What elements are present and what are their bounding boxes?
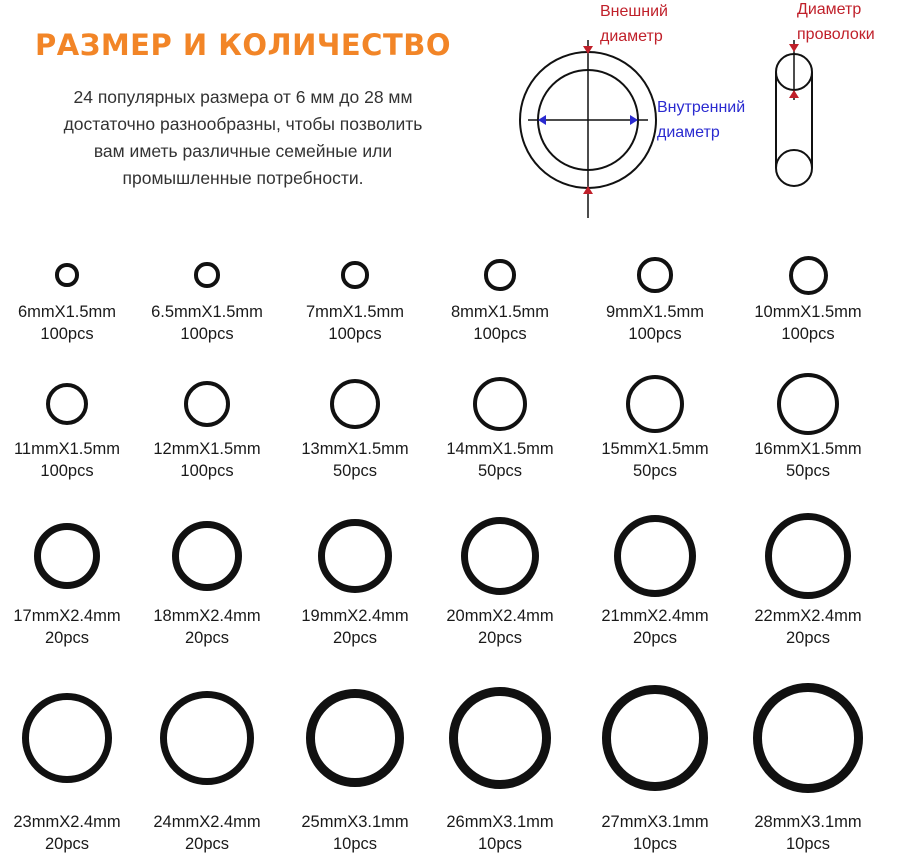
oring-icon (461, 517, 539, 595)
oring-icon (473, 377, 528, 432)
oring-icon (789, 256, 828, 295)
oring-size-label: 16mmX1.5mm (754, 440, 862, 458)
oring-size-label: 7mmX1.5mm (305, 303, 405, 321)
oring-icon (777, 373, 839, 435)
oring-quantity-label: 100pcs (473, 325, 527, 343)
wire-diameter-label-line2: проволоки (797, 26, 875, 43)
oring-quantity-label: 50pcs (632, 462, 678, 480)
inner-diameter-label-line1: Внутренний (657, 99, 746, 116)
oring-icon (160, 691, 254, 785)
oring-quantity-label: 10pcs (477, 835, 523, 853)
oring-size-label: 28mmX3.1mm (754, 813, 862, 831)
oring-quantity-label: 50pcs (477, 462, 523, 480)
oring-icon (172, 521, 242, 591)
oring-icon (753, 683, 862, 792)
oring-quantity-label: 100pcs (328, 325, 382, 343)
oring-quantity-label: 100pcs (40, 462, 94, 480)
description-text: 24 популярных размера от 6 мм до 28 мм достаточно разнообразны, чтобы позволить вам иметь различные семейные или промышленные потребности. (63, 87, 423, 188)
oring-quantity-label: 50pcs (332, 462, 378, 480)
oring-icon (602, 685, 707, 790)
oring-size-label: 21mmX2.4mm (601, 607, 709, 625)
oring-size-label: 14mmX1.5mm (446, 440, 554, 458)
oring-size-label: 10mmX1.5mm (754, 303, 862, 321)
oring-icon (46, 383, 89, 426)
oring-icon (614, 515, 696, 597)
oring-size-label: 13mmX1.5mm (301, 440, 409, 458)
oring-quantity-label: 10pcs (632, 835, 678, 853)
oring-size-label: 9mmX1.5mm (605, 303, 705, 321)
oring-size-label: 22mmX2.4mm (754, 607, 862, 625)
oring-icon (306, 689, 404, 787)
oring-quantity-label: 100pcs (40, 325, 94, 343)
outer-diameter-label-line2: диаметр (600, 28, 663, 45)
oring-icon (55, 263, 78, 286)
oring-size-label: 20mmX2.4mm (446, 607, 554, 625)
oring-quantity-label: 20pcs (632, 629, 678, 647)
oring-quantity-label: 50pcs (785, 462, 831, 480)
oring-quantity-label: 100pcs (781, 325, 835, 343)
oring-icon (341, 261, 368, 288)
wire-diameter-label-line1: Диаметр (797, 1, 862, 18)
oring-size-label: 15mmX1.5mm (601, 440, 709, 458)
oring-size-label: 25mmX3.1mm (301, 813, 409, 831)
oring-quantity-label: 10pcs (332, 835, 378, 853)
oring-size-label: 6mmX1.5mm (17, 303, 117, 321)
oring-icon (22, 693, 112, 783)
oring-size-label: 19mmX2.4mm (301, 607, 409, 625)
oring-quantity-label: 100pcs (180, 462, 234, 480)
oring-quantity-label: 20pcs (332, 629, 378, 647)
oring-quantity-label: 100pcs (628, 325, 682, 343)
oring-icon (194, 262, 219, 287)
page-title: РАЗМЕР И КОЛИЧЕСТВО (35, 28, 451, 62)
oring-size-label: 26mmX3.1mm (446, 813, 554, 831)
oring-icon (626, 375, 685, 434)
oring-size-label: 8mmX1.5mm (450, 303, 550, 321)
oring-quantity-label: 20pcs (44, 835, 90, 853)
oring-icon (318, 519, 392, 593)
outer-diameter-label-line1: Внешний (600, 3, 668, 20)
oring-quantity-label: 100pcs (180, 325, 234, 343)
oring-quantity-label: 20pcs (477, 629, 523, 647)
oring-quantity-label: 20pcs (44, 629, 90, 647)
oring-quantity-label: 20pcs (184, 835, 230, 853)
oring-icon (184, 381, 231, 428)
oring-icon (637, 257, 672, 292)
oring-quantity-label: 20pcs (184, 629, 230, 647)
oring-quantity-label: 10pcs (785, 835, 831, 853)
oring-size-label: 23mmX2.4mm (13, 813, 121, 831)
oring-size-label: 12mmX1.5mm (153, 440, 261, 458)
oring-icon (34, 523, 100, 589)
oring-quantity-label: 20pcs (785, 629, 831, 647)
oring-icon (765, 513, 851, 599)
oring-size-label: 24mmX2.4mm (153, 813, 261, 831)
oring-size-label: 11mmX1.5mm (13, 440, 121, 458)
oring-size-label: 17mmX2.4mm (13, 607, 121, 625)
inner-diameter-label-line2: диаметр (657, 124, 720, 141)
oring-size-label: 6.5mmX1.5mm (151, 303, 263, 321)
oring-icon (484, 259, 515, 290)
oring-size-label: 18mmX2.4mm (153, 607, 261, 625)
oring-size-label: 27mmX3.1mm (601, 813, 709, 831)
oring-icon (449, 687, 550, 788)
oring-icon (330, 379, 381, 430)
